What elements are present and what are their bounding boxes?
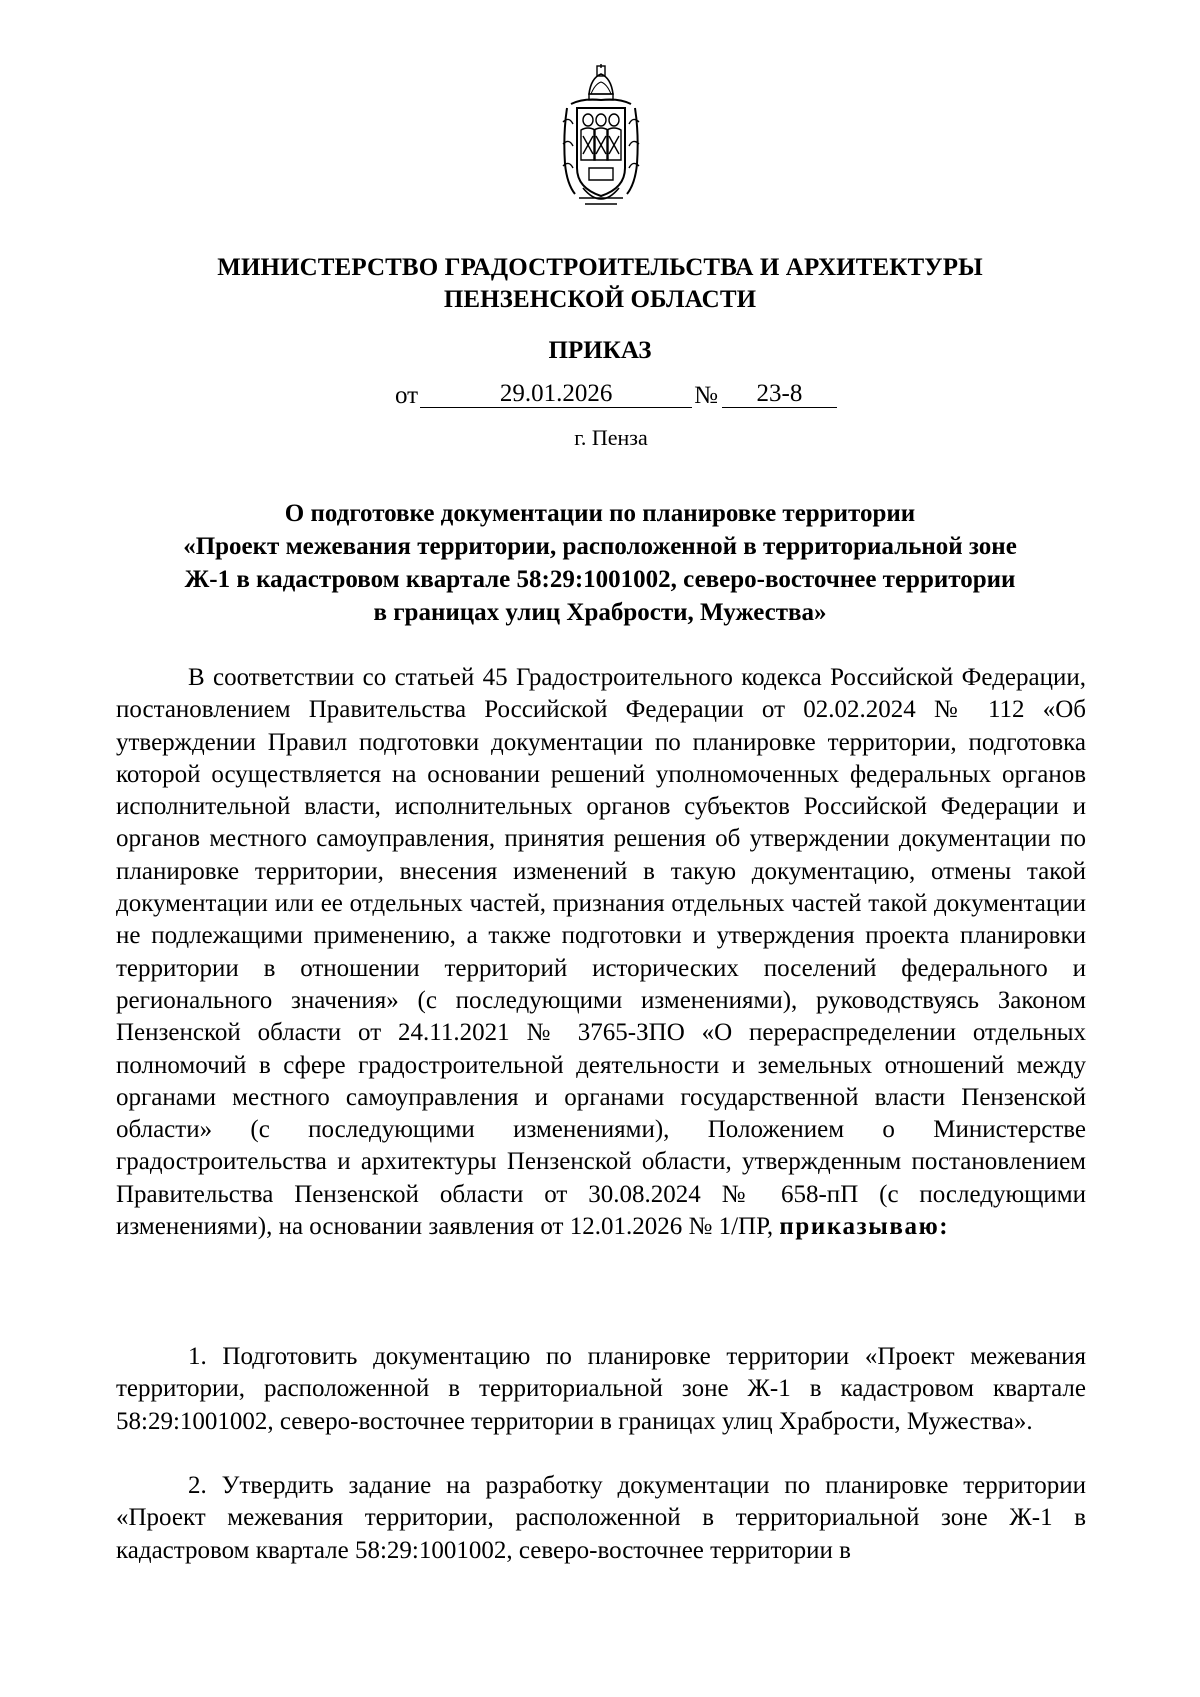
date-prefix: от — [395, 382, 419, 409]
order-item-2-text: 2. Утвердить задание на разработку документации по планировке территории «Проект межевания территории, расположенной в территориальной зоне Ж-1 в кадастровом квартале 58:29:1001002, северо-восточнее территории в — [116, 1472, 1086, 1564]
subject-line-2: «Проект межевания территории, расположенной в территориальной зоне — [183, 533, 1017, 560]
order-item-2 — [116, 1470, 1086, 1567]
subject-line-4: в границах улиц Храбрости, Мужества» — [373, 599, 827, 626]
city: г. Пенза — [574, 425, 648, 450]
order-item-1-text: 1. Подготовить документацию по планировке территории «Проект межевания территории, расположенной в территориальной зоне Ж-1 в кадастровом квартале 58:29:1001002, северо-восточнее территории в границах улиц Храбрости, Мужества». — [116, 1343, 1086, 1435]
subject-line-1: О подготовке документации по планировке территории — [284, 500, 916, 527]
document-subject — [110, 497, 1090, 629]
order-date: 29.01.2026 — [420, 381, 692, 408]
coat-of-arms-emblem — [559, 64, 643, 212]
order-number: 23-8 — [722, 381, 837, 408]
order-item-1 — [116, 1341, 1086, 1438]
preamble-paragraph — [116, 662, 1086, 1243]
subject-line-3: Ж-1 в кадастровом квартале 58:29:1001002, северо-восточнее территории — [184, 566, 1016, 593]
ministry-name-line-2: ПЕНЗЕНСКОЙ ОБЛАСТИ — [443, 286, 757, 313]
ministry-name-line-1: МИНИСТЕРСТВО ГРАДОСТРОИТЕЛЬСТВА И АРХИТЕКТУРЫ — [217, 254, 983, 281]
date-number-row — [395, 381, 837, 411]
preamble-text: В соответствии со статьей 45 Градостроительного кодекса Российской Федерации, постановлением Правительства Российской Федерации от 02.02.2024 № 112 «Об утверждении Правил подготовки документации по планировке территории, подготовка которой осуществляется на основании решений уполномоченных федеральных органов исполнительной власти, исполнительных органов субъектов Российской Федерации и органов местного самоуправления, принятия решения об утверждении документации по планировке территории, внесения изменений в такую документацию, отмены такой документации или ее отдельных частей, признания отдельных частей такой документации не подлежащими применению, а также подготовки и утверждения проекта планировки территории в отношении территорий исторических поселений федерального и регионального значения» (с последующими изменениями), руководствуясь Законом Пензенской области от 24.11.2021 № 3765-ЗПО «О перераспределении отдельных полномочий в сфере градостроительной деятельности и земельных отношений между органами местного самоуправления и органами государственной власти Пензенской области» (с последующими изменениями), Положением о Министерстве градостроительства и архитектуры Пензенской области, утвержденным постановлением Правительства Пензенской области от 30.08.2024 № 658-пП (с последующими изменениями), на основании заявления от 12.01.2026 № 1/ПР, — [116, 664, 1086, 1241]
document-type: ПРИКАЗ — [548, 337, 652, 364]
number-prefix: № — [694, 382, 718, 409]
order-word: приказываю: — [779, 1213, 950, 1241]
